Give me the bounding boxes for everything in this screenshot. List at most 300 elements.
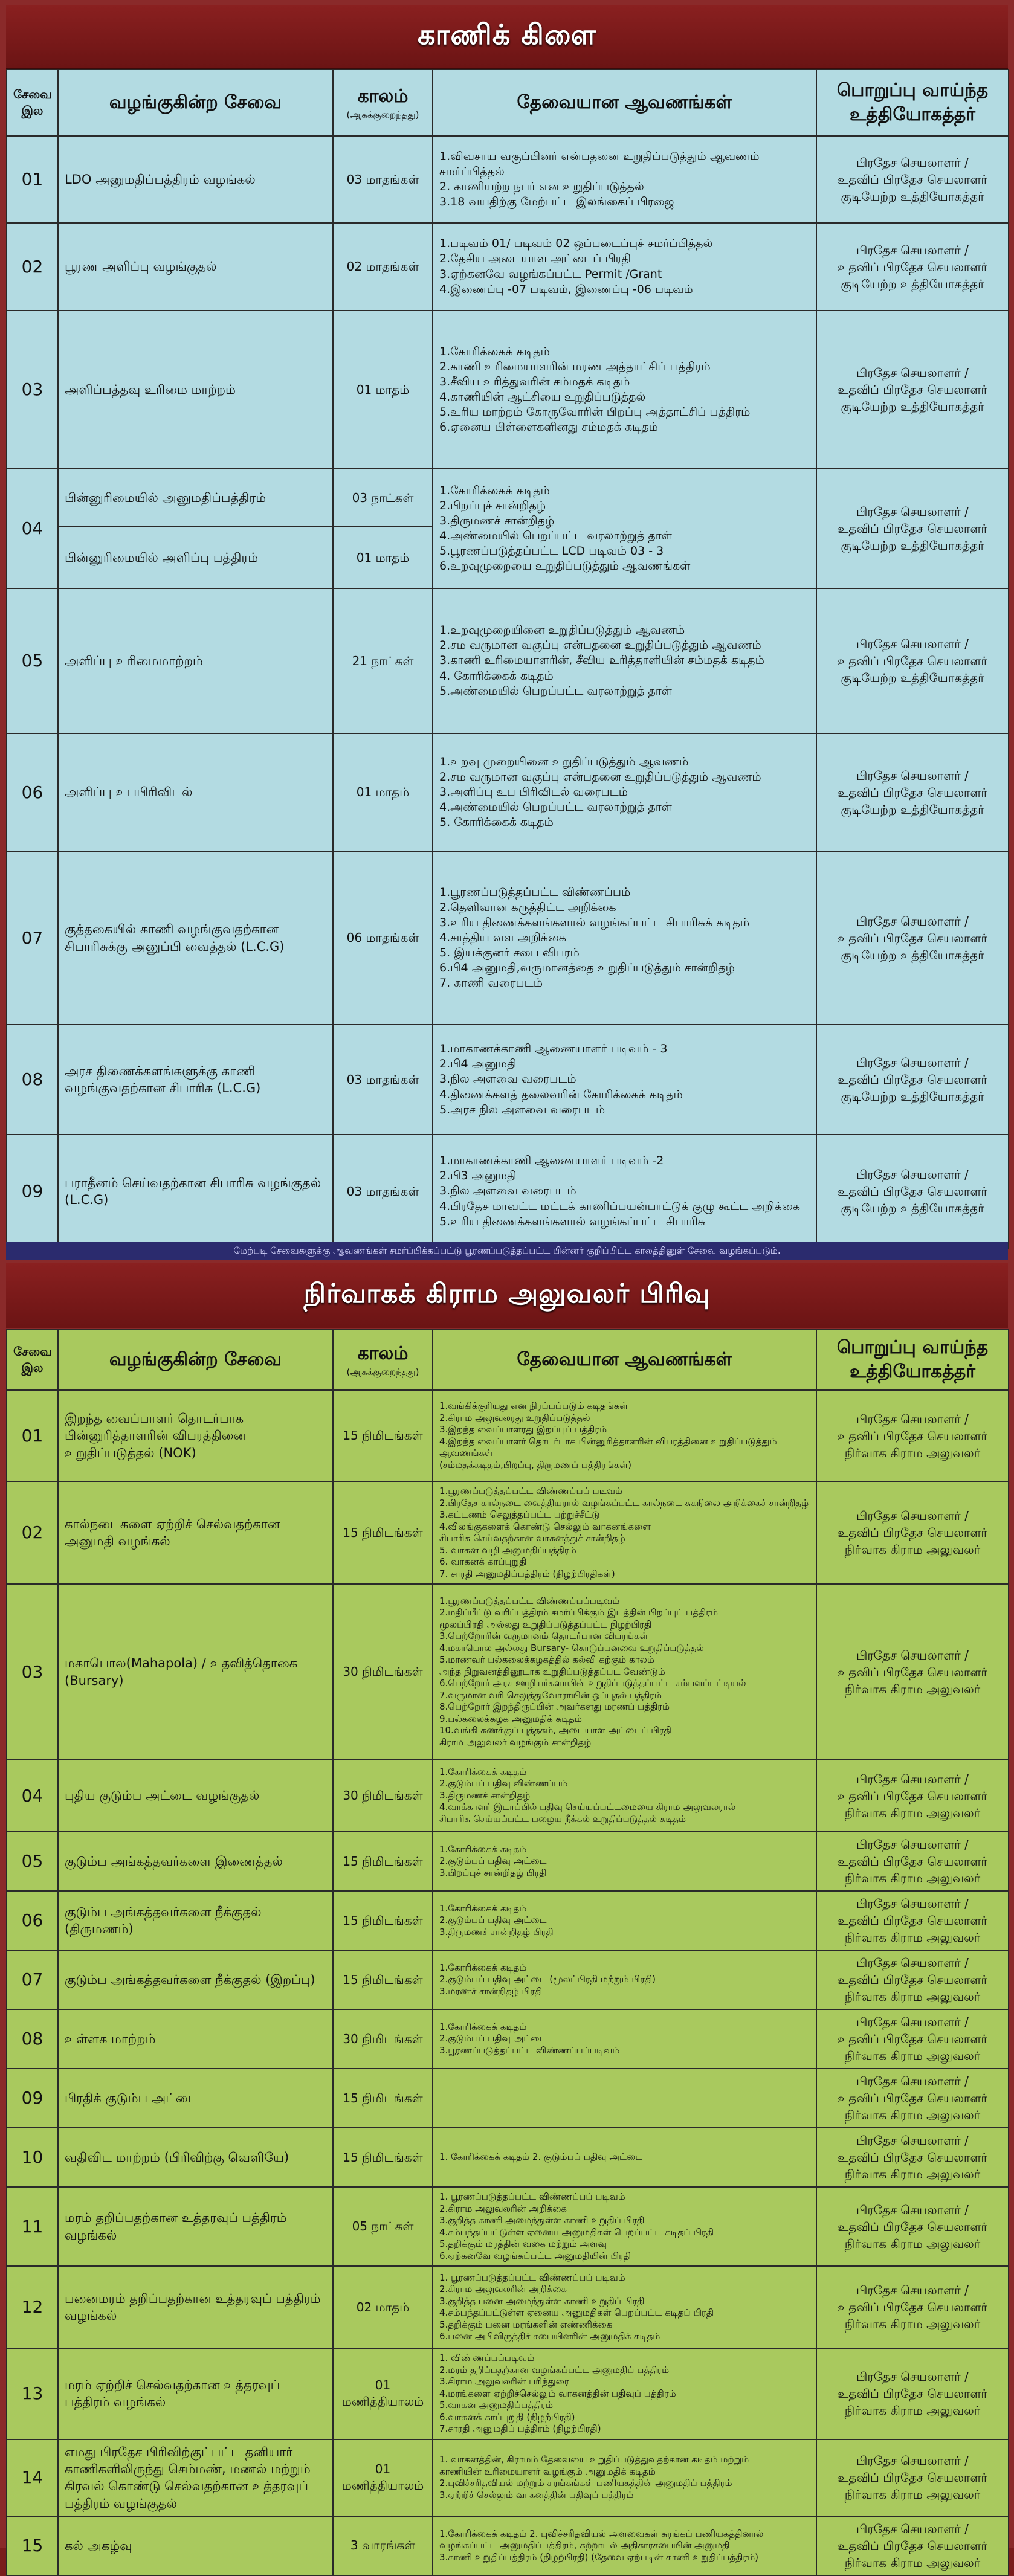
officer-title: உதவிப் பிரதேச செயலாளர் — [838, 1913, 987, 1928]
header-period — [333, 1330, 433, 1390]
header-period-label: காலம் — [357, 85, 409, 107]
service-period: 01 மாதம் — [333, 311, 433, 469]
service-name: குத்தகையில் காணி வழங்குவதற்கான சிபாரிசுக்கு அனுப்பி வைத்தல் (L.C.G) — [58, 851, 333, 1025]
document-item: 3.18 வயதிற்கு மேற்பட்ட இலங்கைப் பிரஜை — [439, 195, 674, 209]
officer-title: பிரதேச செயலாளர் / — [856, 1837, 969, 1852]
officer-title: உதவிப் பிரதேச செயலாளர் — [838, 930, 987, 945]
service-name: பிரதிக் குடும்ப அட்டை — [58, 2069, 333, 2128]
service-name: பனைமரம் தறிப்பதற்கான உத்தரவுப் பத்திரம் வழங்கல் — [58, 2266, 333, 2348]
header-no-label: சேவை இல — [13, 87, 52, 118]
officer-title: உதவிப் பிரதேச செயலாளர் — [838, 1525, 987, 1540]
officer-title: நிர்வாக கிராம அலுவலர் — [844, 1805, 981, 1820]
service-number: 09 — [7, 1135, 58, 1248]
document-item: 1. பூரணப்படுத்தப்பட்ட விண்ணப்பப் படிவம் — [439, 2191, 625, 2202]
service-period: 05 நாட்கள் — [333, 2187, 433, 2266]
officer-title: உதவிப் பிரதேச செயலாளர் — [838, 2300, 987, 2314]
document-item: 2.குடும்பப் பதிவு அட்டை — [439, 1855, 547, 1867]
officer-title: குடியேற்ற உத்தியோகத்தர் — [841, 947, 984, 962]
document-item: 6.பி4 அனுமதி,வருமானத்தை உறுதிப்படுத்தும் சான்றிதழ் — [439, 961, 735, 975]
officer-title: குடியேற்ற உத்தியோகத்தர் — [841, 276, 984, 291]
document-item: 3.இறந்த வைப்பாளரது இறப்புப் பத்திரம் — [439, 1424, 607, 1435]
required-documents — [433, 733, 816, 851]
service-period: 01 மாதம் — [333, 733, 433, 851]
officer-title: உதவிப் பிரதேச செயலாளர் — [838, 1972, 987, 1987]
service-number: 05 — [7, 588, 58, 733]
required-documents — [433, 2348, 816, 2439]
document-item: 2.கிராம அலுவலரது உறுதிப்படுத்தல் — [439, 1412, 590, 1423]
document-item: 1.மாகாணக்காணி ஆணையாளர் படிவம் - 3 — [439, 1042, 668, 1056]
service-number: 06 — [7, 733, 58, 851]
document-item: 2.குடும்பப் பதிவு அட்டை — [439, 1914, 547, 1926]
officer-title: உதவிப் பிரதேச செயலாளர் — [838, 382, 987, 397]
service-name: கல் அகழ்வு — [58, 2516, 333, 2575]
document-item: 3.ஏற்றிச் செல்லும் வாகனத்தின் பதிவுப் பத்திரம் — [439, 2489, 634, 2500]
service-number: 03 — [7, 1584, 58, 1760]
document-item: 6.வாகனக் காப்புறுதி (நிழற்பிரதி) — [439, 2411, 575, 2423]
table-row — [7, 2348, 1009, 2439]
officer-title: உதவிப் பிரதேச செயலாளர் — [838, 521, 987, 536]
responsible-officer — [816, 2128, 1009, 2187]
document-item: 4.திணைக்களத் தலைவரின் கோரிக்கைக் கடிதம் — [439, 1087, 683, 1101]
officer-title: உதவிப் பிரதேச செயலாளர் — [838, 259, 987, 274]
officer-title: உதவிப் பிரதேச செயலாளர் — [838, 785, 987, 800]
responsible-officer — [816, 1025, 1009, 1135]
officer-title: குடியேற்ற உத்தியோகத்தர் — [841, 189, 984, 204]
document-item: 4.பிரதேச மாவட்ட மட்டக் காணிப்பயன்பாட்டுக் குழு கூட்ட அறிக்கை — [439, 1199, 800, 1213]
officer-title: குடியேற்ற உத்தியோகத்தர் — [841, 538, 984, 553]
officer-title: குடியேற்ற உத்தியோகத்தர் — [841, 1089, 984, 1104]
document-item: 4.விலங்குகளைக் கொண்டு செல்லும் வாகனங்களை — [439, 1521, 651, 1532]
document-item: 1.பூரணப்படுத்தப்பட்ட விண்ணப்பம் — [439, 885, 631, 899]
table-row — [7, 1025, 1009, 1135]
responsible-officer — [816, 136, 1009, 223]
service-name: குடும்ப அங்கத்தவர்களை நீக்குதல் (இறப்பு) — [58, 1950, 333, 2009]
document-item: 4.சம்பந்தப்பட்டுள்ள ஏனைய அனுமதிகள் பெறப்பட்ட கடிதப் பிரதி — [439, 2226, 714, 2238]
table-row — [7, 1390, 1009, 1481]
officer-title: உதவிப் பிரதேச செயலாளர் — [838, 172, 987, 187]
document-item: 4.சம்பந்தப்பட்டுள்ள ஏனைய அனுமதிகள் பெறப்பட்ட கடிதப் பிரதி — [439, 2307, 714, 2318]
service-name: குடும்ப அங்கத்தவர்களை நீக்குதல் (திருமணம்) — [58, 1891, 333, 1950]
responsible-officer — [816, 1390, 1009, 1481]
document-item: 7. சாரதி அனுமதிப்பத்திரம் (நிழற்பிரதிகள்) — [439, 1568, 615, 1579]
document-item: 7.சாரதி அனுமதிப் பத்திரம் (நிழற்பிரதி) — [439, 2423, 601, 2434]
document-item: 1.பூரணப்படுத்தப்பட்ட விண்ணப்பப் படிவம் — [439, 1486, 623, 1496]
document-item: 3.கிராம அலுவலரின் பரிந்துரை — [439, 2376, 569, 2387]
table-row — [7, 1950, 1009, 2009]
service-period: 21 நாட்கள் — [333, 588, 433, 733]
officer-title: பிரதேச செயலாளர் / — [856, 2521, 969, 2536]
document-item: 1.கோரிக்கைக் கடிதம் 2. புவிச்சரிதவியல் அளவைகள் சுரங்கப் பணியகத்தினால் — [439, 2528, 764, 2539]
officer-title: பிரதேச செயலாளர் / — [856, 504, 969, 519]
document-item: (சம்மதக்கடிதம்,பிறப்பு, திருமணப் பத்திரங்கள்) — [439, 1459, 631, 1470]
service-number: 07 — [7, 851, 58, 1025]
table-row — [7, 2009, 1009, 2069]
officer-title: குடியேற்ற உத்தியோகத்தர் — [841, 1201, 984, 1216]
header-period — [333, 69, 433, 136]
header-service-label: வழங்குகின்ற சேவை — [109, 91, 282, 113]
land-branch-table — [6, 69, 1009, 1249]
service-number: 13 — [7, 2348, 58, 2439]
officer-title: உதவிப் பிரதேச செயலாளர் — [838, 1428, 987, 1443]
service-number: 02 — [7, 223, 58, 311]
required-documents — [433, 1584, 816, 1760]
header-service — [58, 69, 333, 136]
responsible-officer — [816, 2187, 1009, 2266]
document-item: 5.மாணவர் பல்கலைக்கழகத்தில் கல்வி கற்கும் காலம் — [439, 1654, 654, 1666]
document-item: 6.ஏனைய பிள்ளைகளினது சம்மதக் கடிதம் — [439, 420, 658, 434]
header-officer — [816, 69, 1009, 136]
officer-title: பிரதேச செயலாளர் / — [856, 1647, 969, 1663]
grama-niladhari-banner — [6, 1263, 1008, 1328]
document-item: 5. இயக்குனர் சபை விபரம் — [439, 946, 580, 960]
responsible-officer — [816, 1135, 1009, 1248]
document-item: 1.வங்கிக்குரியது என நிரப்பப்படும் கடிதங்கள் — [439, 1400, 628, 1411]
document-item: 1.கோரிக்கைக் கடிதம் — [439, 344, 550, 358]
officer-title: நிர்வாக கிராம அலுவலர் — [844, 2555, 981, 2570]
document-item: 1.விவசாய வகுப்பினர் என்பதனை உறுதிப்படுத்தும் ஆவணம் சமர்ப்பித்தல் — [439, 149, 760, 178]
officer-title: பிரதேச செயலாளர் / — [856, 1055, 969, 1070]
document-item: 1.கோரிக்கைக் கடிதம் — [439, 2021, 527, 2032]
service-number: 08 — [7, 1025, 58, 1135]
document-item: 5.உரிய திணைக்களங்களால் வழங்கப்பட்ட சிபாரிசு — [439, 1214, 706, 1228]
service-period: 02 மாதங்கள் — [333, 223, 433, 311]
service-name: அரச திணைக்களங்களுக்கு காணி வழங்குவதற்கான சிபாரிசு (L.C.G) — [58, 1025, 333, 1135]
document-item: 1. பூரணப்படுத்தப்பட்ட விண்ணப்பப் படிவம் — [439, 2272, 625, 2283]
document-item: 3.காணி உரிமையாளரின், சீவிய உரித்தாளியின் சம்மதக் கடிதம் — [439, 654, 764, 668]
responsible-officer — [816, 223, 1009, 311]
required-documents — [433, 588, 816, 733]
responsible-officer — [816, 2516, 1009, 2575]
service-period: 01 மணித்தியாலம் — [333, 2439, 433, 2516]
document-item: 2.காணி உரிமையாளரின் மரண அத்தாட்சிப் பத்திரம் — [439, 359, 711, 373]
service-number: 08 — [7, 2009, 58, 2069]
officer-title: உதவிப் பிரதேச செயலாளர் — [838, 1788, 987, 1803]
document-item: 1. விண்ணப்பப்படிவம் — [439, 2352, 535, 2363]
service-name: இறந்த வைப்பாளர் தொடர்பாக பின்னுரித்தாளரின் விபரத்தினை உறுதிப்படுத்தல் (NOK) — [58, 1390, 333, 1481]
service-number: 09 — [7, 2069, 58, 2128]
service-name: அளிப்பு உரிமைமாற்றம் — [58, 588, 333, 733]
service-period: 15 நிமிடங்கள் — [333, 1481, 433, 1584]
responsible-officer — [816, 851, 1009, 1025]
document-item: 5. கோரிக்கைக் கடிதம் — [439, 816, 554, 829]
document-item: 1.படிவம் 01/ படிவம் 02 ஒப்படைப்புச் சமர்ப்பித்தல் — [439, 237, 713, 251]
table-row — [7, 588, 1009, 733]
document-item: 7.வருமான வரி செலுத்துவோராயின் ஒப்புதல் பத்திரம் — [439, 1689, 662, 1701]
document-item: 3.உரிய திணைக்களங்களால் வழங்கப்பட்ட சிபாரிசுக் கடிதம் — [439, 915, 750, 929]
document-item: அந்த நிறுவனத்தினூடாக உறுதிப்படுத்தப்பட வேண்டும் — [439, 1666, 665, 1677]
officer-title: பிரதேச செயலாளர் / — [856, 2015, 969, 2029]
document-item: 1.கோரிக்கைக் கடிதம் — [439, 1902, 527, 1914]
table-row — [7, 311, 1009, 469]
officer-title: பிரதேச செயலாளர் / — [856, 2453, 969, 2468]
responsible-officer — [816, 311, 1009, 469]
officer-title: பிரதேச செயலாளர் / — [856, 1956, 969, 1970]
required-documents — [433, 2128, 816, 2187]
service-number: 05 — [7, 1832, 58, 1891]
document-item: 3.பிறப்புச் சான்றிதழ் பிரதி — [439, 1867, 547, 1878]
document-item: 9.பல்கலைக்கழக அனுமதிக் கடிதம் — [439, 1713, 582, 1724]
officer-title: உதவிப் பிரதேச செயலாளர் — [838, 2150, 987, 2165]
document-item: 5.பூரணப்படுத்தப்பட்ட LCD படிவம் 03 - 3 — [439, 544, 664, 558]
land-branch-title: காணிக் கிளை — [417, 18, 597, 51]
header-no-label: சேவை இல — [13, 1344, 52, 1375]
officer-title: குடியேற்ற உத்தியோகத்தர் — [841, 399, 984, 414]
header-officer — [816, 1330, 1009, 1390]
table-row — [7, 1135, 1009, 1248]
service-period: 03 மாதங்கள் — [333, 136, 433, 223]
document-item: 4.மரங்களை ஏற்றிச்செல்லும் வாகனத்தின் பதிவுப் பத்திரம் — [439, 2388, 676, 2399]
header-period-label: காலம் — [357, 1342, 409, 1364]
document-item: 2.சம வருமான வகுப்பு என்பதனை உறுதிப்படுத்தும் ஆவணம் — [439, 770, 761, 784]
service-name: பின்னுரிமையில் அனுமதிப்பத்திரம் — [58, 469, 333, 527]
service-name: மரம் ஏற்றிச் செல்வதற்கான உத்தரவுப் பத்திரம் வழங்கல் — [58, 2348, 333, 2439]
officer-title: உதவிப் பிரதேச செயலாளர் — [838, 2470, 987, 2485]
officer-title: நிர்வாக கிராம அலுவலர் — [844, 2487, 981, 2502]
officer-title: உதவிப் பிரதேச செயலாளர் — [838, 1184, 987, 1199]
service-name: மரம் தறிப்பதற்கான உத்தரவுப் பத்திரம் வழங்கல் — [58, 2187, 333, 2266]
document-item: 3.நில அளவை வரைபடம் — [439, 1072, 576, 1086]
required-documents — [433, 2516, 816, 2575]
document-item: 2.குடும்பப் பதிவு அட்டை — [439, 2033, 547, 2044]
document-item: 4.மகாபொல அல்லது Bursary- கொடுப்பனவை உறுதிப்படுத்தல் — [439, 1642, 704, 1653]
service-name: பூரண அளிப்பு வழங்குதல் — [58, 223, 333, 311]
table-row — [7, 2069, 1009, 2128]
required-documents — [433, 1135, 816, 1248]
officer-title: நிர்வாக கிராம அலுவலர் — [844, 1989, 981, 2004]
service-number: 01 — [7, 136, 58, 223]
header-docs-label: தேவையான ஆவணங்கள் — [517, 1348, 732, 1370]
required-documents — [433, 311, 816, 469]
service-name: உள்ளக மாற்றம் — [58, 2009, 333, 2069]
document-item: 5.தறிக்கும் மரத்தின் வகை மற்றும் அளவு — [439, 2238, 607, 2249]
document-item: 6.உறவுமுறையை உறுதிப்படுத்தும் ஆவணங்கள் — [439, 559, 691, 573]
document-item: 5.அரச நில அளவை வரைபடம் — [439, 1103, 605, 1116]
service-period: 15 நிமிடங்கள் — [333, 1950, 433, 2009]
service-name: LDO அனுமதிப்பத்திரம் வழங்கல் — [58, 136, 333, 223]
table-row — [7, 1891, 1009, 1950]
officer-title: பிரதேச செயலாளர் / — [856, 365, 969, 380]
service-period: 30 நிமிடங்கள் — [333, 1584, 433, 1760]
document-item: 1.மாகாணக்காணி ஆணையாளர் படிவம் -2 — [439, 1154, 664, 1168]
table-row — [7, 2266, 1009, 2348]
header-period-note: (ஆகக்குறைந்தது) — [346, 1367, 419, 1378]
service-period: 03 நாட்கள் — [333, 469, 433, 527]
header-docs — [433, 69, 816, 136]
table-row — [7, 1481, 1009, 1584]
service-number: 12 — [7, 2266, 58, 2348]
document-item: 4.அண்மையில் பெறப்பட்ட வரலாற்றுத் தாள் — [439, 800, 672, 814]
officer-title: பிரதேச செயலாளர் / — [856, 637, 969, 651]
table-row — [7, 1584, 1009, 1760]
service-period: 3 வாரங்கள் — [333, 2516, 433, 2575]
document-item: 2.பிரதேச கால்நடை வைத்தியரால் வழங்கப்பட்ட கால்நடை சுகநிலை அறிக்கைச் சான்றிதழ் — [439, 1497, 809, 1509]
document-item: 1. வாகனத்தின், கிராமம் தேவையை உறுதிப்படுத்துவதற்கான கடிதம் மற்றும் — [439, 2454, 749, 2465]
header-service — [58, 1330, 333, 1390]
header-period-note: (ஆகக்குறைந்தது) — [346, 109, 419, 121]
responsible-officer — [816, 2439, 1009, 2516]
table-row — [7, 1760, 1009, 1832]
service-name: அளிப்பு உபபிரிவிடல் — [58, 733, 333, 851]
responsible-officer — [816, 2266, 1009, 2348]
header-officer-label: பொறுப்பு வாய்ந்த உத்தியோகத்தர் — [836, 1336, 989, 1382]
officer-title: உதவிப் பிரதேச செயலாளர் — [838, 654, 987, 668]
document-item: 8.பெற்றோர் இறந்திருப்பின் அவர்களது மரணப் பத்திரம் — [439, 1701, 670, 1713]
required-documents — [433, 1481, 816, 1584]
officer-title: பிரதேச செயலாளர் / — [856, 768, 969, 783]
header-no — [7, 1330, 58, 1390]
document-item: 2.மரம் தறிப்பதற்கான வழங்கப்பட்ட அனுமதிப் பத்திரம் — [439, 2364, 670, 2375]
table-row — [7, 1832, 1009, 1891]
service-number: 07 — [7, 1950, 58, 2009]
officer-title: நிர்வாக கிராம அலுவலர் — [844, 1445, 981, 1460]
header-officer-label: பொறுப்பு வாய்ந்த உத்தியோகத்தர் — [836, 79, 989, 125]
officer-title: உதவிப் பிரதேச செயலாளர் — [838, 1072, 987, 1087]
officer-title: நிர்வாக கிராம அலுவலர் — [844, 1681, 981, 1696]
officer-title: உதவிப் பிரதேச செயலாளர் — [838, 2386, 987, 2401]
responsible-officer — [816, 2348, 1009, 2439]
document-item: 1.உறவுமுறையினை உறுதிப்படுத்தும் ஆவணம் — [439, 623, 685, 637]
responsible-officer — [816, 1832, 1009, 1891]
service-period: 30 நிமிடங்கள் — [333, 2009, 433, 2069]
grama-niladhari-title: நிர்வாகக் கிராம அலுவலர் பிரிவு — [303, 1278, 711, 1309]
officer-title: உதவிப் பிரதேச செயலாளர் — [838, 2538, 987, 2553]
document-item: 1.உறவு முறையினை உறுதிப்படுத்தும் ஆவணம் — [439, 755, 689, 768]
service-period: 15 நிமிடங்கள் — [333, 2069, 433, 2128]
table-row — [7, 223, 1009, 311]
service-number: 15 — [7, 2516, 58, 2575]
officer-title: நிர்வாக கிராம அலுவலர் — [844, 1542, 981, 1557]
document-item: 1.கோரிக்கைக் கடிதம் — [439, 1843, 527, 1855]
service-period: 02 மாதம் — [333, 2266, 433, 2348]
required-documents — [433, 1950, 816, 2009]
document-item: 3.கட்டணம் செலுத்தப்பட்ட பற்றுச்சீட்டு — [439, 1509, 600, 1520]
service-number: 04 — [7, 1760, 58, 1832]
document-item: 3.நில அளவை வரைபடம் — [439, 1184, 576, 1198]
officer-title: நிர்வாக கிராம அலுவலர் — [844, 2317, 981, 2331]
responsible-officer — [816, 2009, 1009, 2069]
document-item: 3.திருமணச் சான்றிதழ் பிரதி — [439, 1926, 554, 1937]
required-documents — [433, 1891, 816, 1950]
service-number: 10 — [7, 2128, 58, 2187]
document-item: 1.கோரிக்கைக் கடிதம் — [439, 1962, 527, 1973]
table-row — [7, 2516, 1009, 2575]
document-item: 3.திருமணச் சான்றிதழ் — [439, 514, 555, 527]
service-period: 15 நிமிடங்கள் — [333, 2128, 433, 2187]
officer-title: பிரதேச செயலாளர் / — [856, 1896, 969, 1911]
document-item: 6.பெற்றோர் அரச ஊழியர்களாயின் உறுதிப்படுத்தப்பட்ட சம்பளப்பட்டியல் — [439, 1678, 746, 1689]
document-item: 5.அண்மையில் பெறப்பட்ட வரலாற்றுத் தாள் — [439, 684, 672, 698]
service-period: 01 மாதம் — [333, 527, 433, 588]
table-row — [7, 733, 1009, 851]
table-row — [7, 469, 1009, 527]
required-documents — [433, 1832, 816, 1891]
document-item: 4.சாத்திய வள அறிக்கை — [439, 930, 566, 944]
document-item: 4.காணியின் ஆட்சியை உறுதிப்படுத்தல் — [439, 390, 646, 404]
document-item: 3.அளிப்பு உப பிரிவிடல் வரைபடம் — [439, 785, 628, 799]
officer-title: நிர்வாக கிராம அலுவலர் — [844, 2236, 981, 2251]
document-item: 2. காணியற்ற நபர் என உறுதிப்படுத்தல் — [439, 180, 644, 193]
table-row — [7, 2439, 1009, 2516]
required-documents — [433, 2439, 816, 2516]
document-item: 2.சம வருமான வகுப்பு என்பதனை உறுதிப்படுத்தும் ஆவணம் — [439, 639, 761, 652]
responsible-officer — [816, 1584, 1009, 1760]
required-documents — [433, 469, 816, 588]
service-name: குடும்ப அங்கத்தவர்களை இணைத்தல் — [58, 1832, 333, 1891]
officer-title: பிரதேச செயலாளர் / — [856, 2283, 969, 2297]
required-documents — [433, 1025, 816, 1135]
document-item: 5. வாகன வழி அனுமதிப்பத்திரம் — [439, 1544, 576, 1556]
document-item: 2.பி3 அனுமதி — [439, 1169, 517, 1183]
document-item: 2.தேசிய அடையாள அட்டைப் பிரதி — [439, 252, 631, 266]
service-period: 15 நிமிடங்கள் — [333, 1832, 433, 1891]
officer-title: பிரதேச செயலாளர் / — [856, 1509, 969, 1523]
required-documents — [433, 2266, 816, 2348]
footer-note: மேற்படி சேவைகளுக்கு ஆவணங்கள் சமர்ப்பிக்கப்பட்டு பூரணப்படுத்தப்பட்ட பின்னர் குறிப்பிட்ட காலத்தினுள் சேவை வழங்கப்படும். — [6, 1242, 1008, 1260]
document-item: 2.கிராம அலுவலரின் அறிக்கை — [439, 2284, 567, 2294]
required-documents — [433, 1760, 816, 1832]
header-service-label: வழங்குகின்ற சேவை — [109, 1348, 282, 1370]
header-no — [7, 69, 58, 136]
table-row — [7, 2128, 1009, 2187]
document-item: 3.திருமணச் சான்றிதழ் — [439, 1789, 531, 1801]
table-row — [7, 136, 1009, 223]
officer-title: குடியேற்ற உத்தியோகத்தர் — [841, 671, 984, 685]
service-name: வதிவிட மாற்றம் (பிரிவிற்கு வெளியே) — [58, 2128, 333, 2187]
document-item: 3.காணி உறுதிப்பத்திரம் (நிழற்பிரதி) (தேவை ஏற்படின் காணி உறுதிப்பத்திரம்) — [439, 2551, 759, 2563]
officer-title: பிரதேச செயலாளர் / — [856, 2074, 969, 2088]
service-name: மகாபொல(Mahapola) / உதவித்தொகை (Bursary) — [58, 1584, 333, 1760]
officer-title: நிர்வாக கிராம அலுவலர் — [844, 2108, 981, 2122]
header-row — [7, 1330, 1009, 1390]
responsible-officer — [816, 1950, 1009, 2009]
responsible-officer — [816, 469, 1009, 588]
header-row — [7, 69, 1009, 136]
document-item: 6.ஏற்கனவே வழங்கப்பட்ட அனுமதியின் பிரதி — [439, 2250, 631, 2261]
land-branch-banner — [6, 5, 1008, 69]
service-period: 01 மணித்தியாலம் — [333, 2348, 433, 2439]
document-item: சிபாரிசு செய்யப்பட்ட பழைய நீக்கல் உறுதிப்படுத்தல் கடிதம் — [439, 1813, 686, 1824]
officer-title: உதவிப் பிரதேச செயலாளர் — [838, 1854, 987, 1869]
officer-title: உதவிப் பிரதேச செயலாளர் — [838, 1664, 987, 1679]
document-item: 5.வாகன அனுமதிப்பத்திரம் — [439, 2400, 554, 2410]
officer-title: பிரதேச செயலாளர் / — [856, 242, 969, 257]
service-number: 06 — [7, 1891, 58, 1950]
officer-title: பிரதேச செயலாளர் / — [856, 2369, 969, 2384]
responsible-officer — [816, 2069, 1009, 2128]
document-item: 2.பிறப்புச் சான்றிதழ் — [439, 498, 546, 512]
officer-title: உதவிப் பிரதேச செயலாளர் — [838, 2219, 987, 2234]
required-documents — [433, 851, 816, 1025]
officer-title: பிரதேச செயலாளர் / — [856, 1771, 969, 1786]
document-item: 4.வாக்காளர் இடாப்பில் பதிவு செய்யப்பட்டமையை கிராம அலுவலரால் — [439, 1802, 736, 1813]
service-period: 15 நிமிடங்கள் — [333, 1891, 433, 1950]
officer-title: நிர்வாக கிராம அலுவலர் — [844, 2403, 981, 2418]
officer-title: உதவிப் பிரதேச செயலாளர் — [838, 2091, 987, 2105]
document-item: காணியின் உரிமையாளர் வழங்கும் அனுமதிக் கடிதம் — [439, 2465, 656, 2477]
document-item: வழங்கப்பட்ட அனுமதிப்பத்திரம், சுற்றாடல் அதிகாரசபையின் அனுமதி — [439, 2540, 730, 2551]
document-item: 2.புவிச்சரிதவியல் மற்றும் சுரங்கங்கள் பணியகத்தின் அனுமதிப் பத்திரம் — [439, 2478, 732, 2489]
document-item: 3.பெற்றோரின் வருமானம் தொடர்பான விபரங்கள் — [439, 1631, 648, 1642]
document-item: 3.மரணச் சான்றிதழ் பிரதி — [439, 1985, 543, 1997]
service-number: 11 — [7, 2187, 58, 2266]
officer-title: நிர்வாக கிராம அலுவலர் — [844, 1930, 981, 1945]
document-item: 4.அண்மையில் பெறப்பட்ட வரலாற்றுத் தாள் — [439, 529, 672, 543]
required-documents — [433, 2187, 816, 2266]
officer-title: உதவிப் பிரதேச செயலாளர் — [838, 2032, 987, 2046]
service-period: 06 மாதங்கள் — [333, 851, 433, 1025]
document-item: 4. கோரிக்கைக் கடிதம் — [439, 669, 554, 683]
responsible-officer — [816, 733, 1009, 851]
